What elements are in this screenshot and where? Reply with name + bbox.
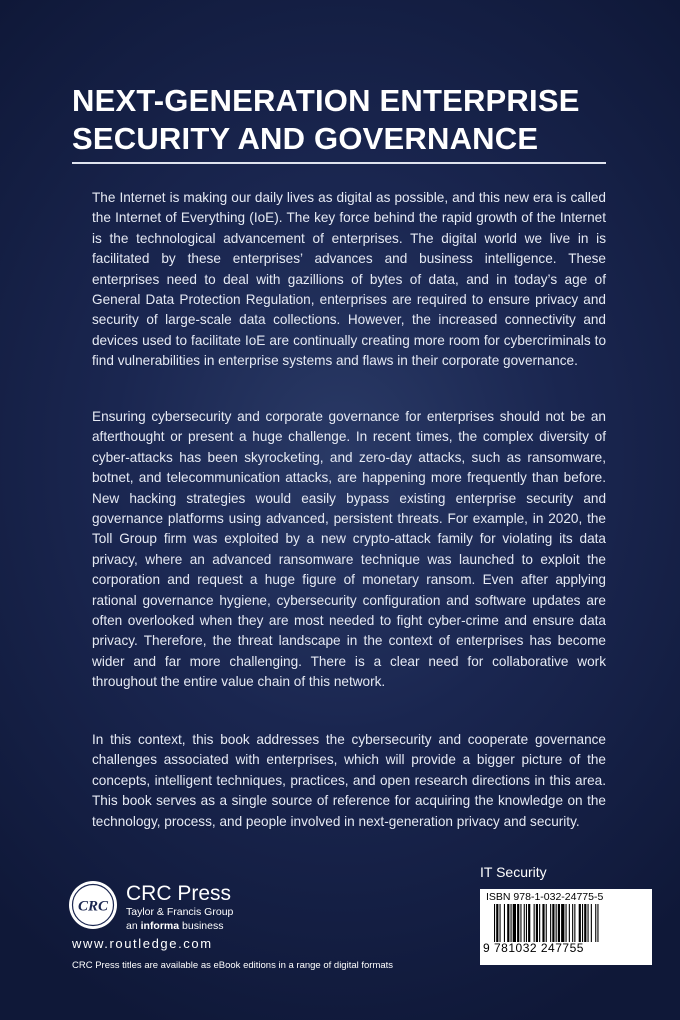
barcode-bar <box>504 904 505 942</box>
barcode-bar <box>595 904 596 942</box>
barcode-bar <box>556 904 557 942</box>
publisher-website[interactable]: www.routledge.com <box>72 936 213 951</box>
barcode-bar <box>584 904 586 942</box>
barcode-bar <box>550 904 551 942</box>
barcode-bar <box>494 904 495 942</box>
barcode-bar <box>574 904 575 942</box>
barcode-bar <box>542 904 544 942</box>
barcode-bar <box>552 904 554 942</box>
barcode-bar <box>534 904 535 942</box>
barcode-icon <box>494 904 640 942</box>
barcode-bar <box>572 904 573 942</box>
barcode-bar <box>496 904 498 942</box>
barcode-bar <box>566 904 567 942</box>
crc-press-logo <box>68 880 118 930</box>
description-paragraph-1: The Internet is making our daily lives as digital as possible, and this new era is called the Internet of Everything (IoE). The key force behind the rapid growth of the Internet is the technological advancement of enterprises. The digital world we live in is facilitated by these enterprises’ advances and business intelligence. These enterprises need to deal with gazillions of bytes of data, and in today’s age of General Data Protection Regulation, enterprises are required to ensure privacy and security of large-scale data collections. However, the increased connectivity and devices used to facilitate IoE are continually creating more room for cybercriminals to find vulnerabilities in enterprise systems and flaws in their corporate governance. <box>92 190 606 369</box>
barcode-bar <box>517 904 519 942</box>
description-paragraph-3: In this context, this book addresses the cybersecurity and cooperate governance challenges associated with enterprises, which will provide a bigger picture of the concepts, intelligent techniques, practices, and open research directions in this area. This book serves as a single source of reference for acquiring the knowledge on the technology, process, and people involved in next-generation privacy and security. <box>92 732 606 829</box>
barcode-bar <box>579 904 581 942</box>
barcode-bar <box>546 904 547 942</box>
publisher-group: Taylor & Francis Group <box>126 906 234 918</box>
barcode-bar <box>597 904 598 942</box>
barcode-bar <box>582 904 583 942</box>
barcode-bar <box>511 904 512 942</box>
barcode-bar <box>536 904 538 942</box>
informa-suffix: business <box>179 920 224 932</box>
book-title-line-1: NEXT-GENERATION ENTERPRISE <box>72 83 580 118</box>
barcode-bar <box>591 904 592 942</box>
ebook-availability-note: CRC Press titles are available as eBook editions in a range of digital formats <box>72 960 394 971</box>
barcode-digits: 9 781032 247755 <box>483 941 584 955</box>
barcode-bar <box>588 904 589 942</box>
barcode-bar <box>513 904 516 942</box>
isbn-barcode <box>480 889 652 965</box>
barcode-bar <box>524 904 525 942</box>
barcode-bar <box>561 904 564 942</box>
crc-logo-text: CRC <box>77 898 109 915</box>
barcode-bar <box>569 904 570 942</box>
barcode-bar <box>507 904 509 942</box>
title-divider <box>72 162 606 164</box>
subject-category: IT Security <box>480 864 547 880</box>
description-paragraph-2: Ensuring cybersecurity and corporate governance for enterprises should not be an afterthought or present a huge challenge. In recent times, the complex diversity of cyber-attacks has been skyrocketing, and zero-day attacks, such as ransomware, botnet, and telecommunication attacks, are happening more frequently than before. New hacking strategies would easily bypass existing enterprise security and governance platforms using advanced, persistent threats. For example, in 2020, the Toll Group firm was exploited by a new crypto-attack family for violating its data privacy, where an advanced ransomware technique was launched to exploit the corporation and request a huge figure of monetary ransom. Even after applying rational governance hygiene, cybersecurity configuration and software updates are often overlooked when they are most needed to fight cyber-crime and ensure data privacy. Therefore, the threat landscape in the context of enterprises has become wider and far more challenging. There is a clear need for collaborative work throughout the entire value chain of this network. <box>92 409 606 690</box>
barcode-bar <box>539 904 540 942</box>
barcode-bar <box>520 904 521 942</box>
book-title-line-2: SECURITY AND GOVERNANCE <box>72 121 539 156</box>
barcode-bar <box>528 904 530 942</box>
publisher-name: CRC Press <box>126 882 232 905</box>
barcode-bar <box>500 904 501 942</box>
barcode-bar <box>558 904 560 942</box>
publisher-informa-line <box>126 920 223 932</box>
informa-brand: informa <box>140 920 180 932</box>
informa-prefix: an <box>126 920 141 932</box>
book-title <box>72 82 632 158</box>
isbn-label: ISBN 978-1-032-24775-5 <box>486 891 604 903</box>
barcode-bar <box>526 904 527 942</box>
